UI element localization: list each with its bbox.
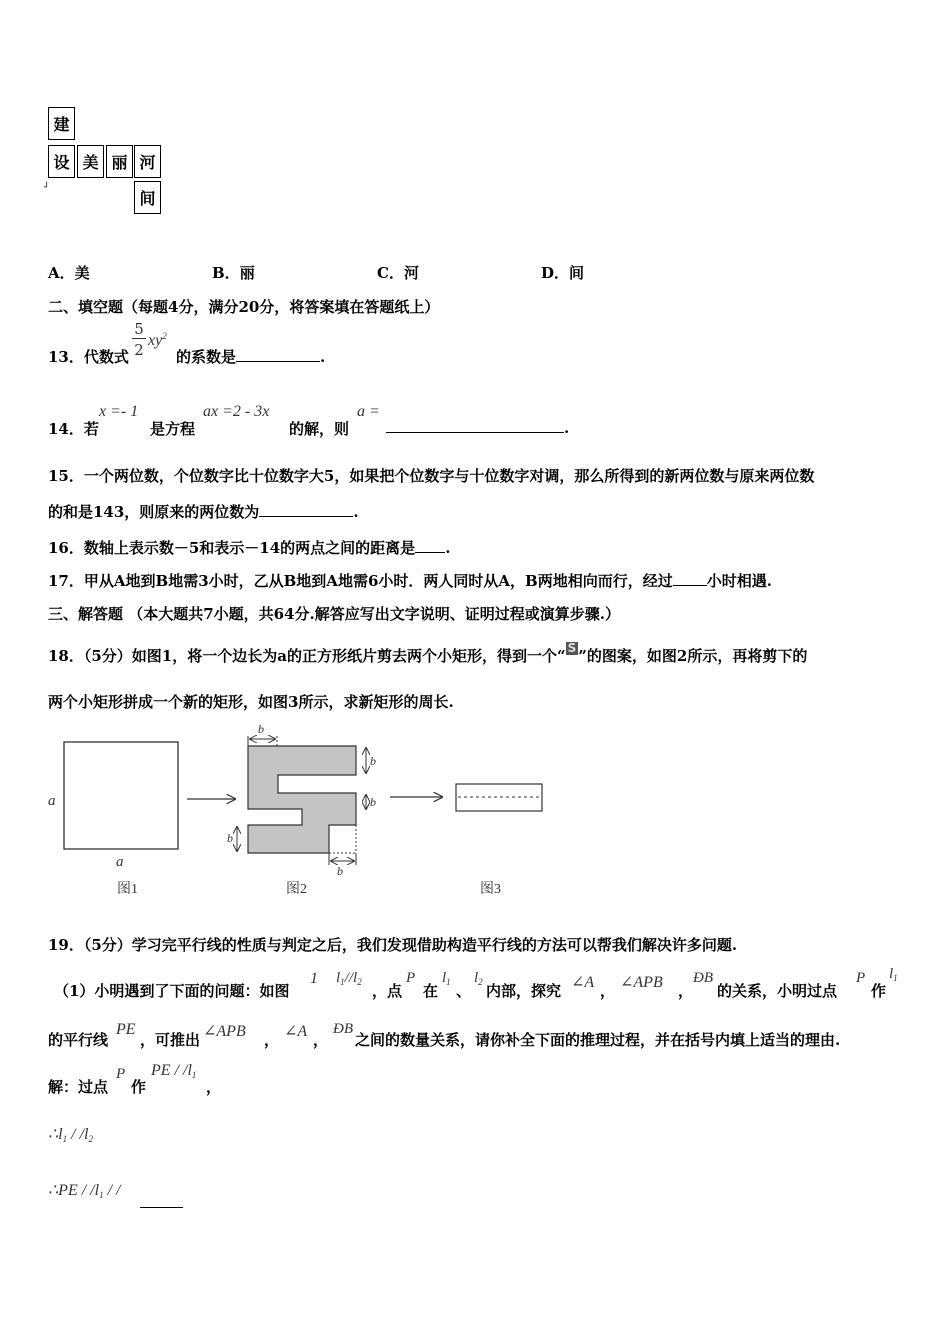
therefore-2: ∴PE / $/l_1$ / / <box>48 1182 121 1200</box>
fig1-side-label: a <box>48 793 56 809</box>
solution-P: P <box>116 1066 126 1082</box>
caption-fig1: 图1 <box>117 882 138 897</box>
q19-p3b: 、 <box>456 982 472 1000</box>
option-b: B．丽 <box>212 264 255 282</box>
q15-line2: 的和是143，则原来的两位数为 . <box>48 503 359 521</box>
q18-line2: 两个小矩形拼成一个新的矩形，如图3所示，求新矩形的周长. <box>48 693 454 711</box>
fig3-rectangle <box>456 784 542 811</box>
q13-frac-bar <box>132 338 146 339</box>
q19-line3c: 之间的数量关系，请你补全下面的推理过程，并在括号内填上适当的理由. <box>355 1031 841 1049</box>
solution-label: 解：过点 <box>48 1078 109 1096</box>
q14-eq1: x =- 1 <box>99 403 139 420</box>
caption-fig3: 图3 <box>480 882 501 897</box>
q19-l2a: $l_2$ <box>474 970 483 987</box>
option-d: D．间 <box>541 264 585 282</box>
q19-line1: 19．（5分）学习完平行线的性质与判定之后，我们发现借助构造平行线的方法可以帮我们解决许多问题. <box>48 936 738 954</box>
s-shape-icon: S <box>567 641 577 655</box>
q19-l1a: $l_1$ <box>442 970 451 987</box>
q19-angA: ∠A <box>571 974 595 991</box>
option-c: C．河 <box>377 264 419 282</box>
q19-angAPB-2: ∠APB <box>203 1023 246 1040</box>
q19-angAPB: ∠APB <box>620 974 663 991</box>
q14-mid1: 是方程 <box>150 420 196 438</box>
q19-angA-2: ∠A <box>284 1023 308 1040</box>
option-a: A．美 <box>48 264 90 282</box>
q19-comma1: ， <box>600 982 616 1000</box>
q15-line1: 15．一个两位数，个位数字比十位数字大5，如果把个位数字与十位数字对调，那么所得到的新两位数与原来两位数 <box>48 467 815 485</box>
q19-comma4: ， <box>313 1031 329 1049</box>
net-mark: ┘ <box>44 183 50 193</box>
q14-eq3: a = <box>357 403 380 420</box>
therefore-1: $\therefore l_1 / /l_2$ <box>48 1126 93 1144</box>
fig1-bottom-label: a <box>116 854 124 870</box>
q13-frac-den: 2 <box>134 341 144 359</box>
solution-expr: PE / $/l_1$ <box>151 1062 197 1080</box>
q19-comma2: ， <box>678 982 694 1000</box>
q19-p4: 内部，探究 <box>486 982 562 1000</box>
q18-line1: 18．（5分）如图1，将一个边长为a的正方形纸片剪去两个小矩形，得到一个“ S ”的图案，如图2所示，再将剪下的 <box>48 641 808 665</box>
section-3-heading: 三、解答题 （本大题共7小题，共64分.解答应写出文字说明、证明过程或演算步骤.） <box>48 605 620 623</box>
q13-prefix: 13．代数式 <box>48 348 129 366</box>
q19-fig-num: 1 <box>310 970 318 987</box>
fig2-s-shape <box>248 746 356 853</box>
net-cell-she: 设 <box>48 145 75 178</box>
q19-p2: ，点 <box>372 982 403 1000</box>
solution-end: ， <box>206 1078 222 1096</box>
q14-prefix: 14．若 <box>48 420 99 438</box>
q19-l1-parallel-l2: $l_1//l_2$ <box>336 970 362 987</box>
q18-figures <box>40 718 560 903</box>
fig1-square <box>64 742 178 849</box>
q19-l1b: $l_1$ <box>889 966 898 983</box>
q16: 16．数轴上表示数－5和表示－14的两点之间的距离是 . <box>48 539 451 557</box>
net-cell-jian: 建 <box>48 107 75 140</box>
q19-angB: ÐB <box>693 970 713 986</box>
therefore-2-blank[interactable] <box>140 1207 183 1208</box>
solution-zuo: 作 <box>131 1078 147 1096</box>
fig2-b-right2: b <box>370 795 376 809</box>
q19-angB-2: ÐB <box>333 1021 353 1037</box>
q19-line3a: 的平行线 <box>48 1031 109 1049</box>
q14-mid2: 的解，则 <box>289 420 350 438</box>
q19-p3: 在 <box>423 982 439 1000</box>
q13-suffix: 的系数是 . <box>176 348 326 366</box>
q19-p5: 的关系，小明过点 <box>717 982 838 1000</box>
q19-P2: P <box>856 970 866 986</box>
q17: 17．甲从A地到B地需3小时，乙从B地到A地需6小时．两人同时从A，B两地相向而行，经过 小时相遇. <box>48 572 772 590</box>
section-2-heading: 二、填空题（每题4分，满分20分，将答案填在答题纸上） <box>48 298 440 316</box>
q19-line3b: ，可推出 <box>140 1031 201 1049</box>
net-cell-li: 丽 <box>106 145 133 178</box>
q19-PE: PE <box>116 1021 136 1038</box>
net-cell-mei: 美 <box>77 145 104 178</box>
fig2-b-bottom: b <box>337 864 343 878</box>
q19-comma3: ， <box>264 1031 280 1049</box>
caption-fig2: 图2 <box>286 882 307 897</box>
net-cell-jian2: 间 <box>134 181 161 214</box>
q14-eq2: ax =2 - 3x <box>203 403 270 420</box>
q14-answer: . <box>386 418 569 437</box>
q19-P1: P <box>406 970 416 986</box>
q19-p1: （1）小明遇到了下面的问题：如图 <box>54 982 290 1000</box>
q13-expr: $xy^2$ <box>148 331 167 349</box>
fig2-b-left: b <box>227 831 233 845</box>
fig2-b-top: b <box>258 722 264 736</box>
q13-frac-num: 5 <box>134 320 144 338</box>
q19-p6: 作 <box>871 982 887 1000</box>
net-cell-he: 河 <box>134 145 161 178</box>
fig2-b-right1: b <box>370 754 376 768</box>
